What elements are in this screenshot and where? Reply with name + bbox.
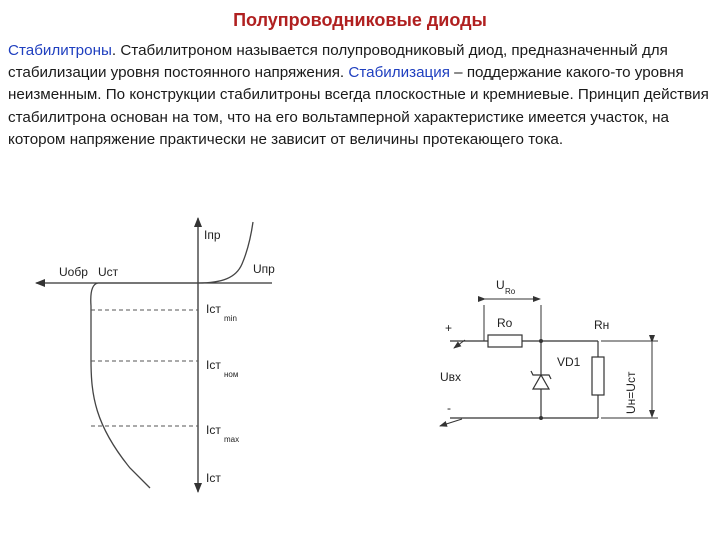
label-upr: Uпр — [253, 262, 275, 276]
label-ust: Uст — [98, 265, 119, 279]
paragraph-text-1: . Стабилитроном называется полупроводниковый диод, предназначенный для стабилизации уровня постоянного напряжения. — [8, 42, 668, 82]
resistor-rn — [592, 357, 604, 395]
term-stabilizaciya: Стабилизация — [348, 64, 450, 82]
input-minus-arrow — [440, 419, 462, 426]
label-ist-nom: Iст — [206, 358, 221, 372]
label-ipr: Iпр — [204, 228, 221, 242]
paragraph-text-2: – поддержание какого-то уровня неизменным. По конструкции стабилитроны всегда плоскостные и кремниевые. Принцип действия стабилитрона основан на том, что на его вольтамперной характеристике имеется участок, на котором напряжение практически не зависит от величины протекающего тока. — [8, 64, 709, 148]
label-ist-nom-sub: ном — [224, 370, 239, 379]
zener-diode-vd1 — [533, 375, 549, 389]
label-ist-max-sub: max — [224, 435, 240, 444]
page-title: Полупроводниковые диоды — [233, 10, 487, 30]
label-uobr: Uобр — [59, 265, 88, 279]
label-rn: Rн — [594, 318, 610, 332]
label-u-ro: U — [496, 278, 505, 292]
term-stabilitrony: Стабилитроны — [8, 42, 112, 59]
label-ro: Ro — [497, 316, 513, 330]
label-ist-min: Iст — [206, 302, 221, 316]
label-uvx: Uвх — [440, 370, 462, 384]
label-vd1: VD1 — [557, 355, 581, 369]
vac-graph — [36, 218, 275, 492]
label-plus: + — [445, 321, 453, 335]
reverse-branch-curve — [91, 283, 198, 488]
resistor-ro — [488, 335, 522, 347]
label-u-ro-sub: Ro — [505, 287, 516, 296]
circuit-diagram — [440, 278, 658, 426]
label-un-ust: Uн=Uст — [624, 371, 638, 414]
label-ist-axis: Iст — [206, 471, 221, 485]
label-minus: - — [447, 401, 451, 415]
label-ist-max: Iст — [206, 423, 221, 437]
label-ist-min-sub: min — [224, 314, 237, 323]
